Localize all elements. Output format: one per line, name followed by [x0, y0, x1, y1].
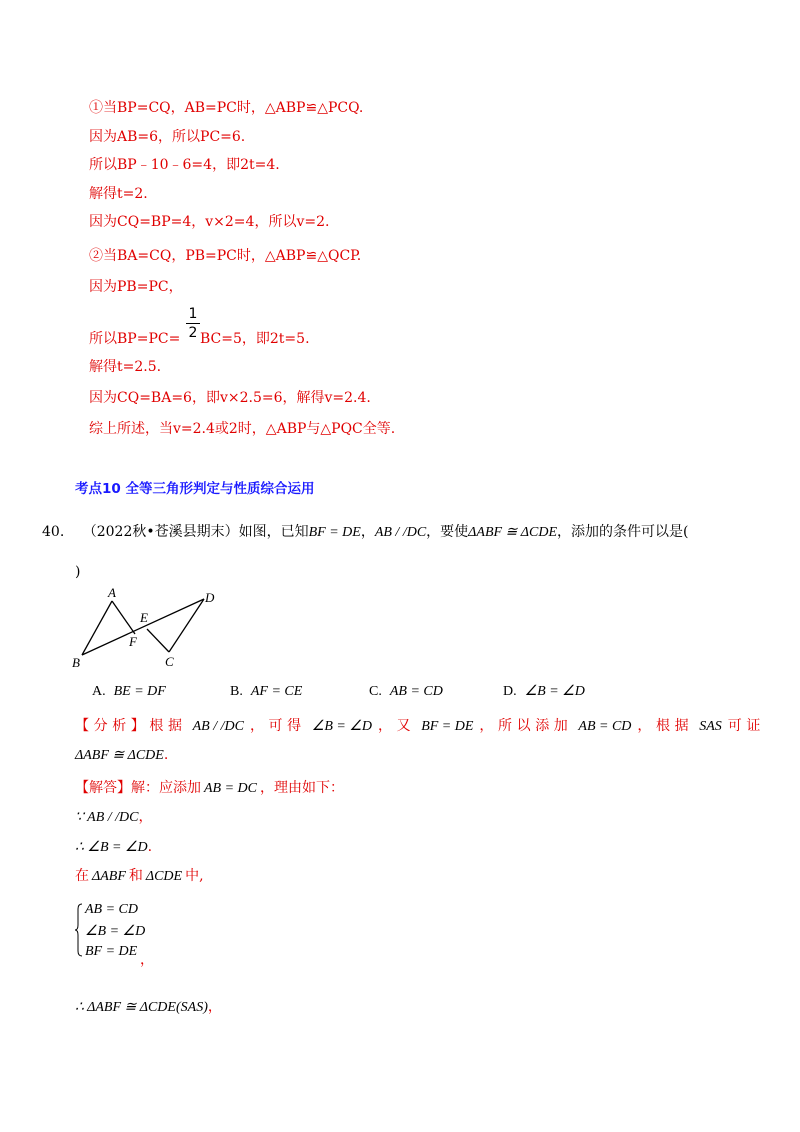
answer-label: 【解答】解：应添加 [75, 780, 201, 796]
question-statement [42, 523, 688, 542]
analysis-part-7: AB = CD [578, 719, 632, 734]
segment-ab [82, 601, 112, 655]
answer-because [75, 808, 153, 827]
answer-therefore-expr: ∴ ∠B = ∠D [75, 840, 148, 855]
analysis-part-9: SAS [699, 719, 722, 734]
solution-line-4: 解得t=2. [89, 186, 148, 202]
fraction-numerator: 1 [188, 306, 198, 322]
question-cond1: BF = DE [308, 525, 361, 540]
solution-line-9: 解得t=2.5. [89, 359, 162, 375]
answer-because-expr: ∵ AB / /DC [75, 810, 139, 825]
analysis-part-6: ，所以添加 [479, 718, 573, 734]
analysis-part-1: AB / /DC [192, 719, 244, 734]
option-a[interactable] [92, 683, 166, 700]
question-text-mid: ，要使 [426, 524, 469, 540]
solution-line-6: ②当BA=CQ，PB=PC时，△ABP≌△QCP. [89, 248, 362, 264]
solution-line-3: 所以BP﹣10﹣6=4，即2t=4. [89, 157, 280, 173]
fraction-one-half [186, 306, 200, 341]
answer-line-1 [75, 779, 344, 798]
label-b: B [72, 655, 80, 670]
option-a-letter: A. [92, 684, 106, 699]
option-b-expr: AF = CE [250, 684, 303, 699]
solution-line-10: 因为CQ=BA=6，即v×2.5=6，解得v=2.4. [89, 390, 371, 406]
geometry-figure [72, 585, 232, 675]
answer-tri-1: ΔABF [92, 869, 126, 884]
answer-conclusion [75, 998, 222, 1017]
question-cond2: AB / /DC [374, 525, 427, 540]
answer-tail: ，理由如下： [260, 780, 344, 796]
label-a: A [108, 585, 116, 600]
solution-line-5: 因为CQ=BP=4，v×2=4，所以v=2. [89, 214, 330, 230]
answer-because-end: ， [138, 809, 153, 825]
option-d-letter: D. [503, 684, 517, 699]
analysis-part-4: ，又 [377, 718, 416, 734]
analysis-conclusion: ΔABF ≅ ΔCDE [75, 748, 164, 763]
option-c-letter: C. [369, 684, 382, 699]
solution-line-2: 因为AB=6，所以PC=6. [89, 129, 246, 145]
option-b-letter: B. [230, 684, 243, 699]
segment-af [112, 601, 135, 634]
solution-line-8b: BC=5，即2t=5. [200, 331, 310, 347]
question-close-paren: ) [75, 564, 81, 580]
answer-in-text-1: 在 [75, 868, 89, 884]
option-b[interactable] [230, 683, 302, 700]
answer-therefore-end: . [147, 839, 153, 855]
system-row-2: ∠B = ∠D [85, 924, 146, 939]
analysis-part-3: ∠B = ∠D [311, 719, 372, 734]
analysis-line-2 [75, 746, 168, 765]
label-f: F [129, 634, 137, 649]
option-d-expr: ∠B = ∠D [524, 684, 585, 699]
answer-in-text-3: 中, [185, 868, 204, 884]
solution-line-7: 因为PB=PC， [89, 279, 183, 295]
option-c-expr: AB = CD [389, 684, 443, 699]
fraction-denominator: 2 [188, 325, 198, 341]
solution-line-1: ①当BP=CQ，AB=PC时，△ABP≌△PCQ. [89, 100, 364, 116]
question-target: ΔABF ≅ ΔCDE [468, 525, 557, 540]
analysis-part-10: 可证 [727, 718, 765, 734]
option-a-expr: BE = DF [113, 684, 166, 699]
question-sep: ， [360, 524, 375, 540]
option-d[interactable] [503, 683, 585, 700]
label-d: D [205, 590, 215, 605]
answer-in-text-2: 和 [128, 868, 143, 884]
segment-ce [147, 629, 169, 652]
solution-line-8a: 所以BP=PC= [89, 331, 181, 347]
analysis-part-5: BF = DE [421, 719, 474, 734]
solution-line-11: 综上所述，当v=2.4或2时，△ABP与△PQC全等. [89, 421, 396, 437]
label-e: E [140, 610, 148, 625]
answer-in-triangles [75, 867, 204, 886]
system-row-1: AB = CD [85, 902, 138, 917]
analysis-part-2: ，可得 [249, 718, 306, 734]
answer-tri-2: ΔCDE [145, 869, 183, 884]
question-text-before: （2022秋•苍溪县期末）如图，已知 [82, 524, 309, 540]
analysis-line-1 [75, 717, 765, 736]
question-number: 40. [42, 524, 65, 540]
system-row-3: BF = DE [85, 944, 138, 959]
analysis-conclusion-end: . [163, 747, 169, 763]
answer-expr: AB = DC [204, 781, 257, 796]
label-c: C [165, 654, 174, 669]
option-c[interactable] [369, 683, 443, 700]
section-heading: 考点10 全等三角形判定与性质综合运用 [75, 481, 315, 497]
analysis-part-8: ，根据 [637, 718, 694, 734]
answer-conclusion-expr: ∴ ΔABF ≅ ΔCDE(SAS) [75, 1000, 208, 1015]
system-end: ， [140, 952, 154, 968]
answer-conclusion-end: ， [207, 999, 222, 1015]
question-text-after: ，添加的条件可以是( [557, 524, 689, 540]
answer-therefore [75, 838, 152, 857]
analysis-label: 【分析】根据 [75, 718, 187, 734]
brace-icon [75, 903, 83, 957]
